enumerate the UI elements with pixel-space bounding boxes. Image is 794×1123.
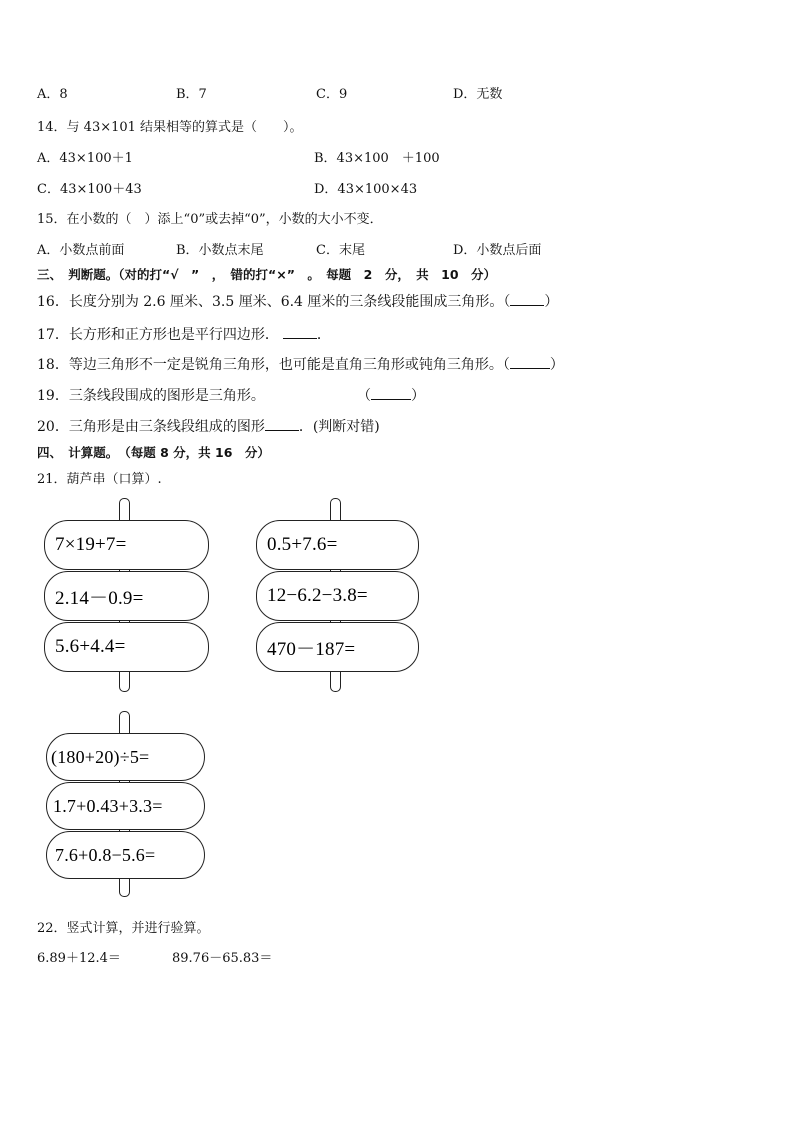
q20-end: ．(判断对错) bbox=[298, 419, 380, 435]
q17 bbox=[37, 324, 331, 344]
q15-option-b: B．小数点末尾 bbox=[176, 243, 264, 258]
q21-stem: 21．葫芦串（口算）. bbox=[37, 472, 162, 487]
q13-option-b: B．7 bbox=[176, 87, 207, 102]
q22-item-1: 6.89＋12.4＝ bbox=[37, 951, 121, 966]
q13-option-c: C．9 bbox=[316, 87, 348, 102]
q18-answer-blank[interactable] bbox=[510, 356, 550, 369]
q18-text: 18．等边三角形不一定是锐角三角形，也可能是直角三角形或钝角三角形。（ bbox=[37, 357, 510, 373]
q19-text: 19．三条线段围成的图形是三角形。 bbox=[37, 388, 265, 404]
q13-option-d: D．无数 bbox=[453, 87, 503, 102]
gourd-2-item-2: 12−6.2−3.8= bbox=[256, 571, 419, 621]
q14-option-c: C．43×100＋43 bbox=[37, 182, 142, 197]
q20-answer-blank[interactable] bbox=[265, 418, 299, 431]
q15-stem: 15．在小数的（ ）添上“0”或去掉“0”，小数的大小不变． bbox=[37, 212, 383, 227]
q19-open: （ bbox=[357, 388, 371, 404]
q22-item-2: 89.76－65.83＝ bbox=[172, 951, 273, 966]
q13-option-a: A．8 bbox=[37, 87, 68, 102]
gourd-3-item-3: 7.6+0.8−5.6= bbox=[46, 831, 205, 879]
q20-text: 20．三角形是由三条线段组成的图形 bbox=[37, 419, 265, 435]
q17-end: ． bbox=[316, 327, 331, 343]
q20 bbox=[37, 416, 380, 436]
q15-option-d: D．小数点后面 bbox=[453, 243, 542, 258]
q17-answer-blank[interactable] bbox=[283, 326, 317, 339]
q14-option-a: A．43×100＋1 bbox=[37, 151, 133, 166]
gourd-3-item-1: (180+20)÷5= bbox=[46, 733, 205, 781]
q17-text: 17．长方形和正方形也是平行四边形． bbox=[37, 327, 279, 343]
q16-text: 16．长度分别为 2.6 厘米、3.5 厘米、6.4 厘米的三条线段能围成三角形。（ bbox=[37, 294, 511, 310]
q14-stem: 14．与 43×101 结果相等的算式是（ ）。 bbox=[37, 120, 303, 135]
q18 bbox=[37, 354, 564, 374]
q19 bbox=[37, 385, 265, 405]
q16-answer-blank[interactable] bbox=[510, 293, 544, 306]
q15-option-a: A．小数点前面 bbox=[37, 243, 125, 258]
gourd-2-item-1: 0.5+7.6= bbox=[256, 520, 419, 570]
q16-close: ） bbox=[544, 294, 559, 310]
q22-stem: 22．竖式计算，并进行验算。 bbox=[37, 921, 210, 936]
q15-option-c: C．末尾 bbox=[316, 243, 365, 258]
gourd-2-item-3: 470－187= bbox=[256, 622, 419, 672]
gourd-1-item-3: 5.6+4.4= bbox=[44, 622, 209, 672]
q14-option-b: B．43×100 ＋100 bbox=[314, 151, 440, 166]
q14-option-d: D．43×100×43 bbox=[314, 182, 418, 197]
q19-answer-blank[interactable] bbox=[371, 387, 411, 400]
q16 bbox=[37, 291, 558, 311]
section-3-title: 三、 判断题。（对的打“√ ” ， 错的打“×” 。 每题 2 分， 共 10 分） bbox=[37, 267, 497, 282]
q19-close: ） bbox=[411, 388, 425, 404]
gourd-1-item-1: 7×19+7= bbox=[44, 520, 209, 570]
gourd-3-item-2: 1.7+0.43+3.3= bbox=[46, 782, 205, 830]
gourd-1-item-2: 2.14－0.9= bbox=[44, 571, 209, 621]
section-4-title: 四、 计算题。 （每题 8 分，共 16 分） bbox=[37, 445, 270, 460]
q19-answer bbox=[357, 385, 425, 405]
q18-close: ） bbox=[549, 357, 564, 373]
